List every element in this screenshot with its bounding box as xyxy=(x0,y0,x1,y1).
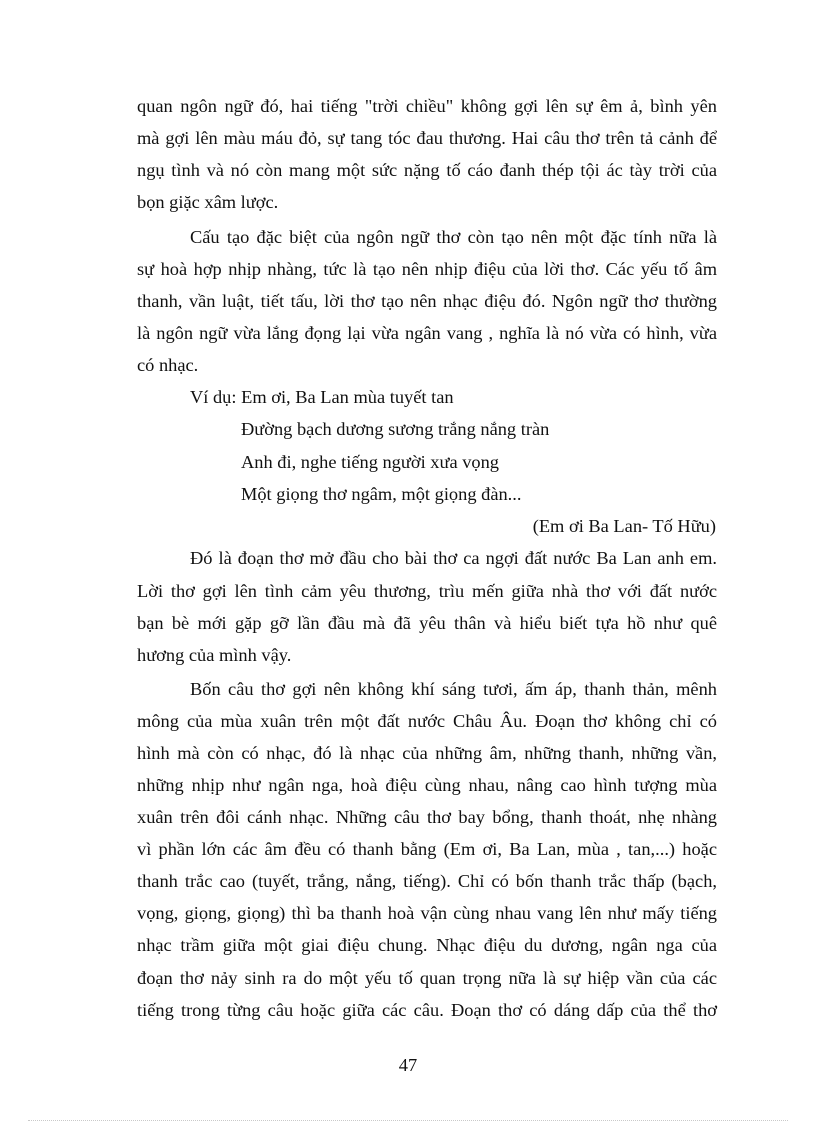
text-line: bọn giặc xâm lược. xyxy=(137,192,279,212)
text-line: đoạn thơ nảy sinh ra do một yếu tố quan trọng nữa là sự hiệp vần của các xyxy=(137,968,717,988)
text-line: vọng, giọng, giọng) thì ba thanh hoà vận cùng nhau vang lên như mấy tiếng xyxy=(137,903,717,923)
text-line: ngụ tình và nó còn mang một sức nặng tố cáo đanh thép tội ác tày trời của xyxy=(137,160,717,180)
verse-line: Anh đi, nghe tiếng người xưa vọng xyxy=(241,452,499,472)
text-line: vì phần lớn các âm đều có thanh bằng (Em ơi, Ba Lan, mùa , tan,...) hoặc xyxy=(137,839,717,859)
text-line: quan ngôn ngữ đó, hai tiếng "trời chiều" không gợi lên sự êm ả, bình yên xyxy=(137,96,717,116)
page-number: 47 xyxy=(398,1055,418,1075)
text-line: xuân trên đôi cánh nhạc. Những câu thơ bay bổng, thanh thoát, nhẹ nhàng xyxy=(137,807,717,827)
paragraph-first-line: Đó là đoạn thơ mở đầu cho bài thơ ca ngợi đất nước Ba Lan anh em. xyxy=(190,548,717,568)
text-line: là ngôn ngữ vừa lắng đọng lại vừa ngân vang , nghĩa là nó vừa có hình, vừa xyxy=(137,323,717,343)
text-line: Lời thơ gợi lên tình cảm yêu thương, trìu mến giữa nhà thơ với đất nước xyxy=(137,581,717,601)
verse-line: Đường bạch dương sương trắng nắng tràn xyxy=(241,419,550,439)
text-line: mà gợi lên màu máu đỏ, sự tang tóc đau thương. Hai câu thơ trên tả cảnh để xyxy=(137,128,717,148)
paragraph-first-line: Cấu tạo đặc biệt của ngôn ngữ thơ còn tạo nên một đặc tính nữa là xyxy=(190,227,717,247)
text-line: bạn bè mới gặp gỡ lần đầu mà đã yêu thân và hiểu biết tựa hồ như quê xyxy=(137,613,717,633)
text-line: hương của mình vậy. xyxy=(137,645,292,665)
text-line: tiếng trong từng câu hoặc giữa các câu. Đoạn thơ có dáng dấp của thể thơ xyxy=(137,1000,717,1020)
verse-line: Một giọng thơ ngâm, một giọng đàn... xyxy=(241,484,522,504)
paragraph-first-line: Bốn câu thơ gợi nên không khí sáng tươi, ấm áp, thanh thản, mênh xyxy=(190,679,717,699)
text-line: mông của mùa xuân trên một đất nước Châu Âu. Đoạn thơ không chỉ có xyxy=(137,711,717,731)
text-line: sự hoà hợp nhịp nhàng, tức là tạo nên nhịp điệu của lời thơ. Các yếu tố âm xyxy=(137,259,717,279)
page-bottom-divider xyxy=(28,1120,788,1121)
text-line: những nhịp như ngân nga, hoà điệu cùng nhau, nâng cao hình tượng mùa xyxy=(137,775,717,795)
text-line: có nhạc. xyxy=(137,355,199,375)
example-verse-line: Ví dụ: Em ơi, Ba Lan mùa tuyết tan xyxy=(190,387,454,407)
poem-attribution: (Em ơi Ba Lan- Tố Hữu) xyxy=(532,516,716,536)
text-line: hình mà còn có nhạc, đó là nhạc của những âm, những thanh, những vần, xyxy=(137,743,717,763)
text-line: thanh, vần luật, tiết tấu, lời thơ tạo nên nhạc điệu đó. Ngôn ngữ thơ thường xyxy=(137,291,717,311)
text-line: thanh trắc cao (tuyết, trắng, nắng, tiếng). Chỉ có bốn thanh trắc thấp (bạch, xyxy=(137,871,717,891)
text-line: nhạc trầm giữa một giai điệu chung. Nhạc điệu du dương, ngân nga của xyxy=(137,935,717,955)
